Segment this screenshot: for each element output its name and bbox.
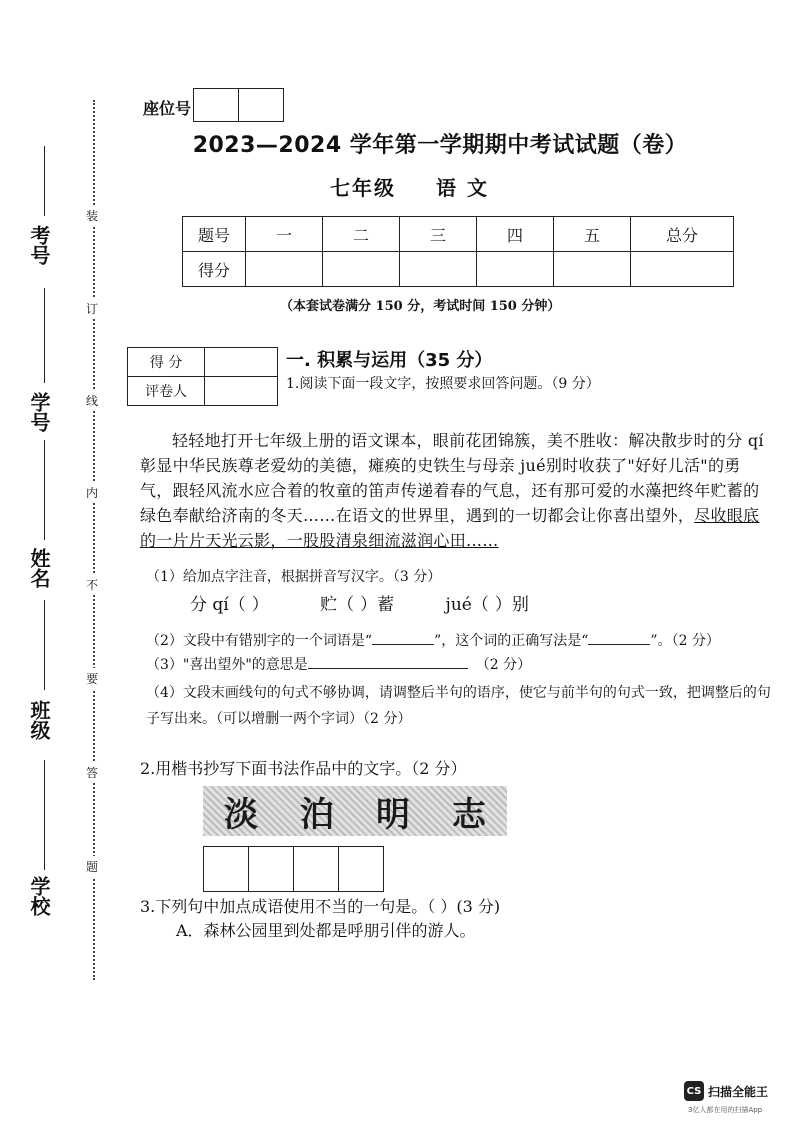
score-header-cell: 三 bbox=[400, 217, 477, 252]
calligraphy-char: 泊 bbox=[300, 794, 334, 835]
pinyin-item: ）蓄 bbox=[360, 595, 395, 615]
score-cell[interactable] bbox=[400, 252, 477, 287]
calligraphy-image bbox=[203, 786, 507, 836]
sub-question-2-text: ”。（2 分） bbox=[650, 633, 720, 649]
calligraphy-char: 淡 bbox=[224, 794, 258, 835]
reading-passage bbox=[140, 428, 772, 553]
score-table bbox=[182, 216, 734, 287]
pinyin-row bbox=[190, 590, 535, 615]
sub-question-2-text: （2）文段中有错别字的一个词语是“ bbox=[146, 633, 373, 649]
seat-number bbox=[143, 88, 284, 122]
binding-char: 线 bbox=[86, 390, 98, 411]
scanner-tagline: 3亿人都在用的扫描App bbox=[688, 1106, 763, 1114]
score-cell[interactable] bbox=[477, 252, 554, 287]
section-title: 一. 积累与运用（35 分） bbox=[286, 350, 493, 371]
class-label: 班级 bbox=[27, 700, 51, 740]
school-label: 学校 bbox=[27, 876, 51, 916]
binding-char: 订 bbox=[86, 298, 98, 319]
pinyin-item: 贮（ bbox=[320, 595, 355, 615]
binding-char: 不 bbox=[86, 574, 98, 595]
score-header-cell: 一 bbox=[246, 217, 323, 252]
exam-number-line bbox=[44, 146, 45, 216]
score-header-cell: 题号 bbox=[183, 217, 246, 252]
answer-blank[interactable] bbox=[372, 630, 434, 645]
calligraphy-char: 明 bbox=[376, 794, 410, 835]
grader-name-cell[interactable] bbox=[205, 377, 278, 406]
subject-label: 语 文 bbox=[436, 176, 489, 200]
pinyin-item: jué（ bbox=[445, 595, 489, 615]
binding-char: 要 bbox=[86, 668, 98, 689]
passage-underlined-sentence: 尽收眼底的一片片天光云影，一股股清泉细流滋润心田…… bbox=[140, 506, 760, 550]
score-header-cell: 五 bbox=[554, 217, 631, 252]
writing-grid-cell[interactable] bbox=[339, 846, 384, 892]
sub-question-4: （4）文段末画线句的句式不够协调，请调整后半句的语序，使它与前半句的句式一致，把调整后的句子写出来。（可以增删一两个字词）（2 分） bbox=[146, 685, 771, 727]
score-row-label: 得分 bbox=[183, 252, 246, 287]
pinyin-item: 分 qí（ bbox=[190, 595, 246, 615]
question-3-option-a: A．森林公园里到处都是呼朋引伴的游人。 bbox=[176, 921, 476, 940]
binding-char: 答 bbox=[86, 762, 98, 783]
student-id-label: 学号 bbox=[27, 392, 51, 432]
exam-title: 2023—2024 学年第一学期期中考试试题（卷） bbox=[192, 133, 688, 158]
scanner-watermark bbox=[684, 1081, 768, 1101]
score-cell[interactable] bbox=[246, 252, 323, 287]
school-line bbox=[44, 760, 45, 870]
score-cell[interactable] bbox=[323, 252, 400, 287]
sub-question-3-score: （2 分） bbox=[475, 657, 532, 673]
class-line bbox=[44, 600, 45, 690]
grader-score-cell[interactable] bbox=[205, 348, 278, 377]
sub-question-3 bbox=[146, 654, 531, 674]
grade-label: 七年级 bbox=[330, 176, 396, 200]
answer-blank[interactable] bbox=[588, 630, 650, 645]
grader-score-label: 得 分 bbox=[128, 348, 205, 377]
binding-dotted-line bbox=[93, 100, 95, 980]
pinyin-item: ）别 bbox=[494, 595, 529, 615]
seat-number-box[interactable] bbox=[239, 88, 284, 122]
name-label: 姓名 bbox=[27, 548, 51, 588]
score-cell[interactable] bbox=[554, 252, 631, 287]
seat-number-box[interactable] bbox=[193, 88, 239, 122]
answer-blank[interactable] bbox=[308, 654, 468, 669]
student-id-line bbox=[44, 288, 45, 383]
pinyin-item: ） bbox=[251, 595, 269, 615]
binding-char: 装 bbox=[86, 205, 98, 226]
sub-question-2 bbox=[146, 630, 720, 650]
exam-subtitle bbox=[330, 172, 489, 201]
score-header-cell: 四 bbox=[477, 217, 554, 252]
question-3-stem: 3.下列句中加点成语使用不当的一句是。（ ）(3 分) bbox=[140, 897, 501, 916]
name-line bbox=[44, 440, 45, 540]
writing-grid-cell[interactable] bbox=[203, 846, 249, 892]
sub-question-1: （1）给加点字注音，根据拼音写汉字。（3 分） bbox=[146, 569, 442, 585]
scanner-logo-icon: CS bbox=[684, 1081, 704, 1101]
grader-name-label: 评卷人 bbox=[128, 377, 205, 406]
binding-char: 内 bbox=[86, 482, 98, 503]
question-stem: 1.阅读下面一段文字，按照要求回答问题。（9 分） bbox=[286, 376, 600, 392]
binding-char: 题 bbox=[86, 856, 98, 877]
exam-note: （本套试卷满分 150 分，考试时间 150 分钟） bbox=[280, 299, 561, 314]
score-header-cell: 总分 bbox=[631, 217, 734, 252]
scanner-app-name: 扫描全能王 bbox=[708, 1084, 769, 1099]
score-header-cell: 二 bbox=[323, 217, 400, 252]
writing-grid-cell[interactable] bbox=[294, 846, 339, 892]
question-2-stem: 2.用楷书抄写下面书法作品中的文字。（2 分） bbox=[140, 759, 467, 778]
calligraphy-char: 志 bbox=[452, 794, 486, 835]
writing-grid-cell[interactable] bbox=[249, 846, 294, 892]
writing-grid bbox=[203, 846, 384, 892]
seat-number-label: 座位号 bbox=[143, 99, 192, 118]
grader-box bbox=[127, 347, 278, 406]
passage-text: 轻轻地打开七年级上册的语文课本，眼前花团锦簇，美不胜收：解决散步时的分 qí彰显中华民族尊老爱幼的美德，瘫痪的史铁生与母亲 jué别时收获了"好好儿活"的勇气，跟轻风流水应合着的牧童的笛声传递着春的气息，还有那可爱的水藻把终年贮蓄的绿色奉献给济南的冬天……在语文的世界里，遇到的一切都会让你喜出望外， bbox=[140, 431, 764, 525]
exam-number-label: 考号 bbox=[27, 225, 51, 265]
sub-question-3-text: （3）"喜出望外"的意思是 bbox=[146, 657, 308, 673]
sub-question-2-text: ”，这个词的正确写法是“ bbox=[434, 633, 589, 649]
score-cell[interactable] bbox=[631, 252, 734, 287]
